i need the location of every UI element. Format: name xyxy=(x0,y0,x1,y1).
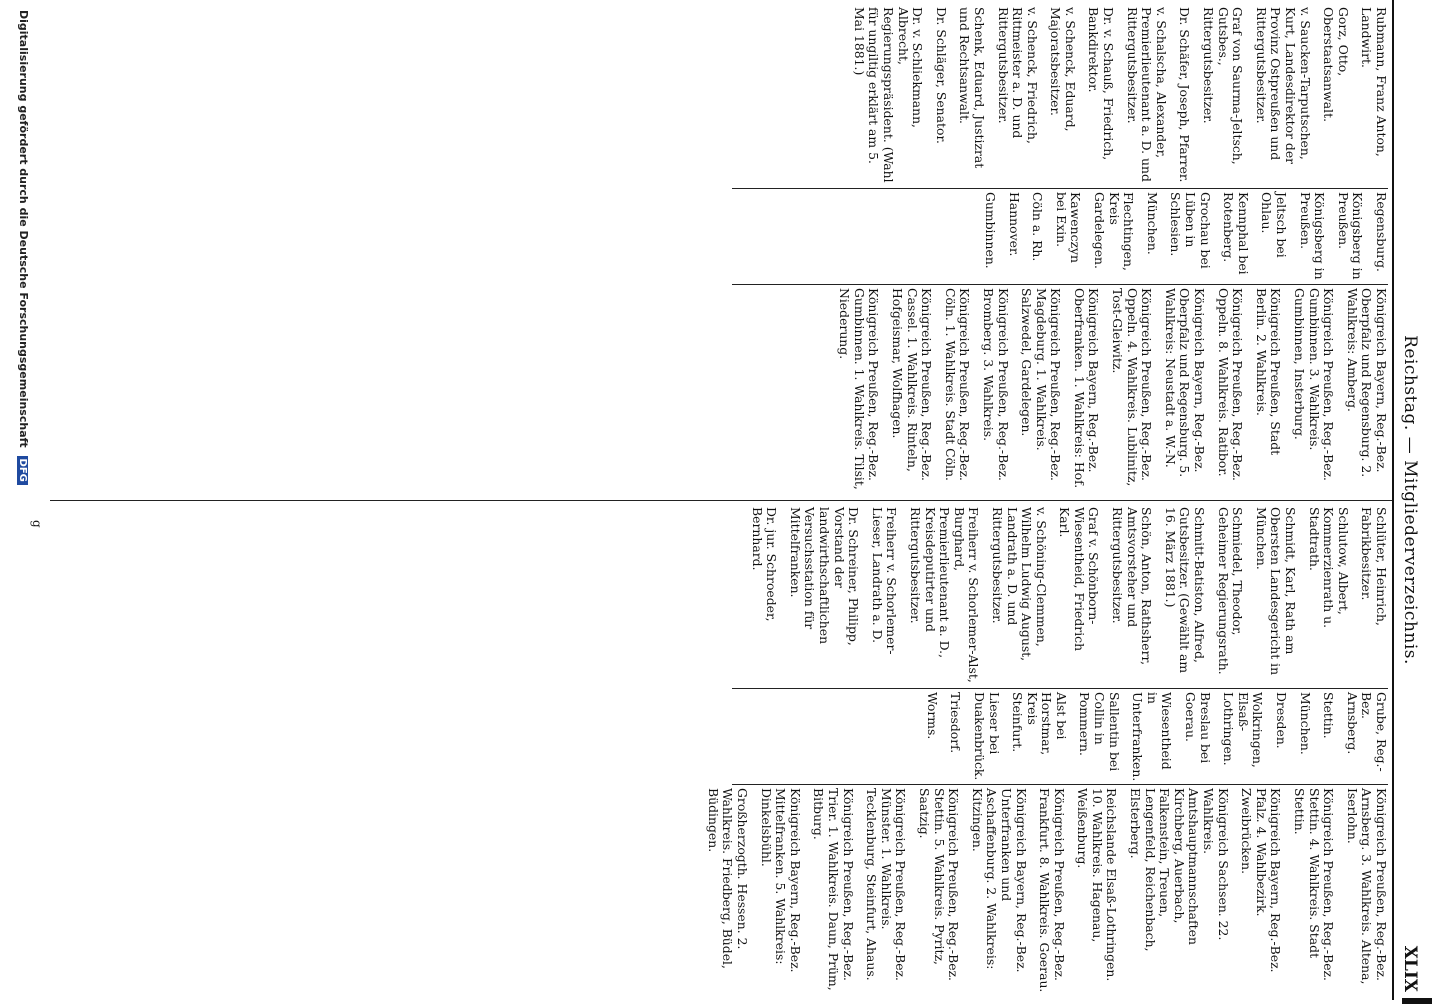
member-district: Königreich Preußen, Reg.-Bez. Bromberg. 3. Wahlkreis. xyxy=(980,288,1011,481)
member-residence: Flechtingen, Kreis Gardelegen. xyxy=(1092,192,1137,271)
member-name: Schön, Anton, Rathsherr, Amtsvorsteher und Rittergutsbesitzer. xyxy=(1110,507,1155,666)
digitization-text: Digitalisierung gefördert durch die Deutsche Forschungsgemeinschaft xyxy=(17,10,30,448)
member-residence: Breslau bei Goerau. xyxy=(1183,692,1213,764)
member-name: Schmiedel, Theodor, Geheimer Regierungsrath. xyxy=(1215,507,1246,675)
member-name: v. Schenck, Friedrich, Rittmeister a. D. und Rittergutsbesitzer. xyxy=(995,7,1040,144)
member-district: Königreich Sachsen. 22. Wahlkreis. Amtshauptmannschaften Kirchberg, Auerbach, Falkenstein, Treuen, Lengenfeld, Reichenbach, Elsterberg. xyxy=(1128,788,1231,952)
member-name: Rubmann, Franz Anton, Landwirt. xyxy=(1359,7,1389,157)
member-name: Dr. Schläger, Senator. xyxy=(933,7,949,144)
member-name: Schenk, Eduard, Justizrat und Rechtsanwalt. xyxy=(957,7,987,169)
member-residence: Dresden. xyxy=(1274,692,1290,749)
member-residence: Alst bei Horstmar, Kreis Steinfurt. xyxy=(1010,692,1069,756)
member-residence: Hannover. xyxy=(1006,192,1022,257)
member-residence: Grube, Reg.-Bez. Arnsberg. xyxy=(1344,692,1389,772)
district-column xyxy=(705,784,1389,996)
member-name: Dr. v. Schauß, Friedrich, Bankdirektor. xyxy=(1086,7,1117,161)
member-residence: München. xyxy=(1144,192,1160,255)
district-column xyxy=(732,284,1388,496)
member-residence: Sallentin bei Collin in Pommern. xyxy=(1077,692,1122,772)
member-district: Königreich Preußen, Reg.-Bez. Cassel. 1. Wahlkreis. Rinteln, Hofgeismar, Wolfhagen. xyxy=(889,288,935,481)
member-name: v. Schöning-Clemmen, Wilhelm Ludwig August, Landrath a. D. und Rittergutsbesitzer. xyxy=(989,507,1049,662)
member-residence: Wiesentheid in Unterfranken. xyxy=(1130,692,1175,782)
member-residence: Gumbinnen. xyxy=(983,192,999,269)
page-edge-mark xyxy=(1402,998,1432,1004)
member-district: Königreich Bayern, Reg.-Bez. Oberpfalz und Regensburg. 2. Wahlkreis: Amberg. xyxy=(1344,288,1389,478)
member-name: Schmidt, Karl, Rath am Obersten Landesgericht in München. xyxy=(1253,507,1299,676)
member-residence: Regensburg. xyxy=(1374,192,1389,272)
member-district: Reichslande Elsaß-Lothringen. 10. Wahlkreis. Hagenau, Weißenburg. xyxy=(1075,788,1120,982)
member-name: Dr. v. Schliekmann, Albrecht, Regierungspräsident. (Wahl für ungiltig erklärt am 5. Mai 1881.) xyxy=(851,7,926,183)
member-district: Königreich Bayern, Reg.-Bez. Mittelfranken. 5. Wahlkreis: Dinkelsbühl. xyxy=(758,788,803,973)
member-residence: Wolkringen, Elsaß-Lothringen. xyxy=(1221,692,1266,768)
member-residence: Kennphal bei Rotenberg. xyxy=(1221,192,1251,275)
member-name: Dr. jur. Schroeder, Bernhard. xyxy=(749,507,780,622)
member-district: Königreich Bayern, Reg.-Bez. Unterfranken und Aschaffenburg. 2. Wahlkreis: Kitzingen. xyxy=(969,788,1029,973)
member-name: v. Schenck, Eduard, Majoratsbesitzer. xyxy=(1048,7,1078,132)
page-number: XLIX xyxy=(1400,945,1420,992)
member-name: Dr. Schreiner, Philipp, Vorstand der landwirthschaftlichen Versuchsstation für Mittelfranken. xyxy=(787,507,862,646)
member-residence: Königsberg in Preußen. xyxy=(1297,192,1328,280)
member-district: Königreich Preußen, Reg.-Bez. Stettin. 5. Wahlkreis. Pyritz, Saatzig. xyxy=(916,788,962,981)
member-district: Königreich Preußen, Reg.-Bez. Frankfurt. 8. Wahlkreis. Goerau. xyxy=(1037,788,1067,993)
member-residence: Königsberg in Preußen. xyxy=(1335,192,1366,280)
header-rule xyxy=(1392,0,1394,1000)
digitization-note xyxy=(17,10,30,485)
member-name: v. Schalscha, Alexander, Premierlieutenant a. D. und Rittergutsbesitzer. xyxy=(1124,7,1169,182)
member-residence: Stettin. xyxy=(1321,692,1337,739)
member-district: Königreich Preußen, Reg.-Bez. Stettin. 4. Wahlkreis. Stadt Stettin. xyxy=(1292,788,1337,981)
page-header xyxy=(1394,0,1424,1000)
member-residence: Triesdorf. xyxy=(948,692,964,754)
member-district: Königreich Preußen, Reg.-Bez. Trier. 1. Wahlkreis. Daun, Prüm, Bitburg. xyxy=(811,788,856,991)
member-name: Schlüter, Heinrich, Fabrikbesitzer. xyxy=(1359,507,1389,626)
member-district: Königreich Preußen, Reg.-Bez. Gumbinnen. 3. Wahlkreis. Gumbinnen, Insterburg. xyxy=(1292,288,1337,481)
member-district: Königreich Preußen, Reg.-Bez. Oppeln. 4. Wahlkreis. Lublinitz, Tost-Gleiwitz. xyxy=(1110,288,1155,487)
name-column xyxy=(732,4,1388,188)
residence-column xyxy=(732,688,1388,784)
residence-column xyxy=(732,188,1388,284)
member-residence: Cöln a. Rh. xyxy=(1030,192,1046,262)
member-district: Königreich Preußen, Reg.-Bez. Oppeln. 8. Wahlkreis. Ratibor. xyxy=(1215,288,1246,481)
member-residence: Lieser bei Duakenbrück. xyxy=(971,692,1002,781)
member-district: Großherzogth. Hessen. 2. Wahlkreis. Friedberg, Büdel, Büdingen. xyxy=(705,788,751,969)
member-district: Königreich Bayern, Reg.-Bez. Pfalz. 4. Wahlbezirk. Zweibrücken. xyxy=(1239,788,1284,973)
member-district: Königreich Preußen, Reg.-Bez. Magdeburg. 1. Wahlkreis. Salzwedel, Gardelegen. xyxy=(1019,288,1064,481)
name-column xyxy=(732,504,1388,688)
member-name: Dr. Schäfer, Joseph, Pfarrer. xyxy=(1177,7,1193,183)
member-residence: Kawenczyn bei Exin. xyxy=(1053,192,1084,264)
column-divider xyxy=(50,500,1392,501)
member-residence: Worms. xyxy=(924,692,940,740)
member-name: Graf von Saurma-Jeltsch, Gutsbes., Rittergutsbesitzer. xyxy=(1201,7,1246,165)
member-residence: München. xyxy=(1297,692,1313,755)
member-district: Königreich Bayern, Reg.-Bez. Oberfranken. 1. Wahlkreis: Hof. xyxy=(1071,288,1102,489)
member-residence: Grochau bei Lüben in Schlesien. xyxy=(1168,192,1213,269)
dfg-logo: DFG xyxy=(17,456,28,485)
signature-mark: g xyxy=(30,520,44,528)
member-name: Graf v. Schönborn-Wiesentheid, Friedrich Karl. xyxy=(1057,507,1102,652)
member-district: Königreich Preußen, Reg.-Bez. Arnsberg. 3. Wahlkreis. Altena, Iserlohn. xyxy=(1344,788,1389,985)
member-name: Schmitt-Batiston, Alfred, Gutsbesitzer. (Gewählt am 16. März 1881.) xyxy=(1162,507,1208,674)
running-title: Reichstag. — Mitgliederverzeichnis. xyxy=(1400,335,1420,665)
member-district: Königreich Preußen, Reg.-Bez. Cöln. 1. Wahlkreis. Stadt Cöln. xyxy=(942,288,973,481)
member-district: Königreich Bayern, Reg.-Bez. Oberpfalz und Regensburg. 5. Wahlkreis: Neustadt a. W.-N. xyxy=(1162,288,1208,478)
member-district: Königreich Preußen, Stadt Berlin. 2. Wahlkreis. xyxy=(1253,288,1284,456)
member-name: Gorz, Otto, Oberstaatsanwalt. xyxy=(1321,7,1351,123)
member-name: Freiherr v. Schorlemer-Lieser, Landrath a. D. xyxy=(869,507,900,655)
member-residence: Jeltsch bei Ohlau. xyxy=(1259,192,1290,258)
member-district: Königreich Preußen, Reg.-Bez. Gumbinnen. 1. Wahlkreis. Tilsit, Niederung. xyxy=(837,288,882,490)
member-name: Schlutow, Albert, Kommerzienrath u. Stadtrath. xyxy=(1306,507,1351,629)
member-table-left xyxy=(732,4,1388,496)
member-district: Königreich Preußen, Reg.-Bez. Münster. 1. Wahlkreis. Tecklenburg, Steinfurt, Ahaus. xyxy=(864,788,909,981)
member-name: v. Saucken-Tarputschen, Kurt, Landesdirektor der Provinz Ostpreußen und Rittergutsbesitzer. xyxy=(1253,7,1313,165)
member-table-right xyxy=(705,504,1389,996)
member-name: Freiherr v. Schorlemer-Alst, Burghard, Premierlieutenant a. D., Kreisdeputirter und Rittergutsbesitzer. xyxy=(907,507,982,683)
